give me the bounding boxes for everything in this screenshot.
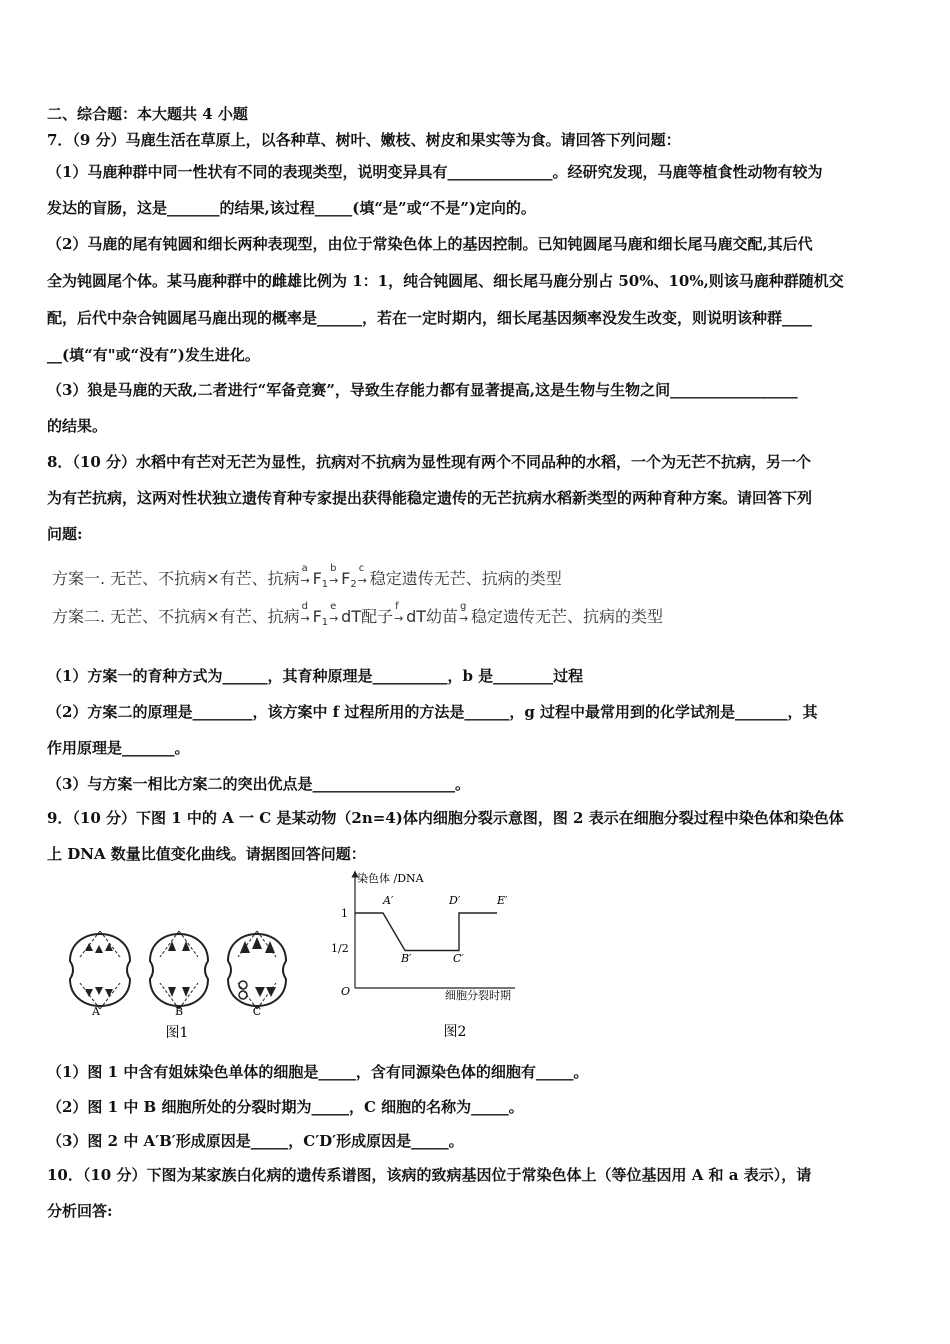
cell-label-a: A bbox=[92, 1005, 100, 1018]
arrow-a: a → bbox=[300, 563, 310, 587]
q8-line-4: （3）与方案一相比方案二的突出优点是___________________。 bbox=[47, 775, 470, 793]
arrow-d-label: d bbox=[301, 601, 308, 612]
arrow-c-label: c bbox=[358, 563, 365, 574]
x-axis-label: 细胞分裂时期 bbox=[445, 989, 511, 1002]
cell-c bbox=[228, 931, 286, 1009]
point-e-label: E′ bbox=[497, 894, 508, 907]
scheme-1-start: 方案一. 无芒、不抗病×有芒、抗病 bbox=[52, 569, 300, 588]
scheme-2-start: 方案二. 无芒、不抗病×有芒、抗病 bbox=[52, 607, 300, 626]
q8-line-3: 作用原理是_______。 bbox=[47, 739, 190, 757]
gamete: dT配子 bbox=[341, 607, 394, 626]
q8-stem-1: 8．（10 分）水稻中有芒对无芒为显性，抗病对不抗病为显性现有两个不同品种的水稻，一个为无芒不抗病，另一个 bbox=[47, 453, 812, 471]
ytick-half: 1/2 bbox=[331, 942, 349, 955]
f2-sub: 2 bbox=[350, 579, 357, 590]
arrow-f-label: f bbox=[395, 601, 399, 612]
scheme-2 bbox=[52, 601, 664, 628]
point-b-label: B′ bbox=[401, 952, 412, 965]
q8-stem-2: 为有芒抗病，这两对性状独立遗传育种专家提出获得能稳定遗传的无芒抗病水稻新类型的两种育种方案。请回答下列 bbox=[47, 489, 813, 507]
cell-label-c: C bbox=[252, 1005, 262, 1018]
q9-line-2: （2）图 1 中 B 细胞所处的分裂时期为_____，C 细胞的名称为_____。 bbox=[47, 1098, 524, 1116]
section-title: 二、综合题：本大题共 4 小题 bbox=[47, 105, 248, 123]
q7-line-3: （2）马鹿的尾有钝圆和细长两种表现型，由位于常染色体上的基因控制。已知钝圆尾马鹿和细长尾马鹿交配,其后代 bbox=[47, 235, 813, 253]
point-a-label: A′ bbox=[383, 894, 394, 907]
q7-line-1: （1）马鹿种群中同一性状有不同的表现类型，说明变异具有______________。经研究发现，马鹿等植食性动物有较为 bbox=[47, 163, 823, 181]
f1: F bbox=[312, 607, 322, 626]
q7-line-8: 的结果。 bbox=[47, 417, 108, 435]
q7-line-5: 配，后代中杂合钝圆尾马鹿出现的概率是______，若在一定时期内，细长尾基因频率没发生改变，则说明该种群____ bbox=[47, 309, 813, 327]
ytick-1: 1 bbox=[341, 907, 348, 920]
f1: F bbox=[312, 569, 322, 588]
figure-1-caption: 图1 bbox=[165, 1025, 189, 1041]
q7-line-4: 全为钝圆尾个体。某马鹿种群中的雌雄比例为 1：1，纯合钝圆尾、细长尾马鹿分别占 50%、10%,则该马鹿种群随机交 bbox=[47, 272, 844, 290]
q7-stem: 7．（9 分）马鹿生活在草原上，以各种草、树叶、嫩枝、树皮和果实等为食。请回答下列问题： bbox=[47, 131, 681, 149]
scheme-1 bbox=[52, 563, 562, 590]
q9-stem-2: 上 DNA 数量比值变化曲线。请据图回答问题： bbox=[47, 845, 366, 863]
arrow-f: f → bbox=[394, 601, 404, 625]
point-d-label: D′ bbox=[449, 894, 461, 907]
cell-a bbox=[70, 931, 130, 1009]
ratio-curve bbox=[355, 913, 497, 951]
q8-line-2: （2）方案二的原理是________，该方案中 f 过程所用的方法是______，g 过程中最常用到的化学试剂是_______，其 bbox=[47, 703, 818, 721]
cell-label-b: B bbox=[174, 1005, 184, 1018]
scheme-1-end: 稳定遗传无芒、抗病的类型 bbox=[369, 569, 562, 588]
q7-line-7: （3）狼是马鹿的天敌,二者进行“军备竞赛”，导致生存能力都有显著提高,这是生物与生物之间_________________ bbox=[47, 381, 798, 399]
arrow-g: g → bbox=[459, 601, 469, 625]
q8-line-1: （1）方案一的育种方式为______，其育种原理是__________，b 是________过程 bbox=[47, 667, 584, 685]
q9-line-1: （1）图 1 中含有姐妹染色单体的细胞是_____，含有同源染色体的细胞有_____。 bbox=[47, 1063, 589, 1081]
cell-b bbox=[150, 931, 208, 1009]
arrow-a-label: a bbox=[301, 563, 308, 574]
arrow-c: c → bbox=[357, 563, 367, 587]
scheme-2-end: 稳定遗传无芒、抗病的类型 bbox=[471, 607, 664, 626]
f1-sub: 1 bbox=[321, 579, 329, 590]
point-c-label: C′ bbox=[453, 952, 464, 965]
q8-stem-3: 问题: bbox=[47, 525, 83, 543]
figure-1 bbox=[60, 915, 310, 1045]
arrow-g-label: g bbox=[460, 601, 467, 612]
q7-line-6: __(填“有"或“没有”)发生进化。 bbox=[47, 346, 260, 364]
f1-sub: 1 bbox=[321, 617, 329, 628]
arrow-d: d → bbox=[300, 601, 310, 625]
q9-line-3: （3）图 2 中 A′B′形成原因是_____，C′D′形成原因是_____。 bbox=[47, 1132, 464, 1150]
arrow-b: b → bbox=[329, 563, 339, 587]
q9-stem-1: 9．（10 分）下图 1 中的 A 一 C 是某动物（2n=4)体内细胞分裂示意图，图 2 表示在细胞分裂过程中染色体和染色体 bbox=[47, 809, 844, 827]
origin-label: O bbox=[341, 985, 351, 998]
q10-stem-2: 分析回答: bbox=[47, 1202, 113, 1220]
arrow-e-label: e bbox=[330, 601, 337, 612]
figure-2 bbox=[325, 868, 535, 1043]
y-axis-label: 染色体 /DNA bbox=[357, 872, 424, 885]
q7-line-2: 发达的盲肠，这是_______的结果,该过程_____(填“是”或“不是”)定向的。 bbox=[47, 199, 536, 217]
arrow-e: e → bbox=[329, 601, 339, 625]
f2: F bbox=[341, 569, 351, 588]
figure-2-caption: 图2 bbox=[443, 1024, 467, 1040]
seedling: dT幼苗 bbox=[406, 607, 459, 626]
arrow-b-label: b bbox=[330, 563, 337, 574]
q10-stem-1: 10．（10 分）下图为某家族白化病的遗传系谱图，该病的致病基因位于常染色体上（等位基因用 A 和 a 表示），请 bbox=[47, 1166, 812, 1184]
